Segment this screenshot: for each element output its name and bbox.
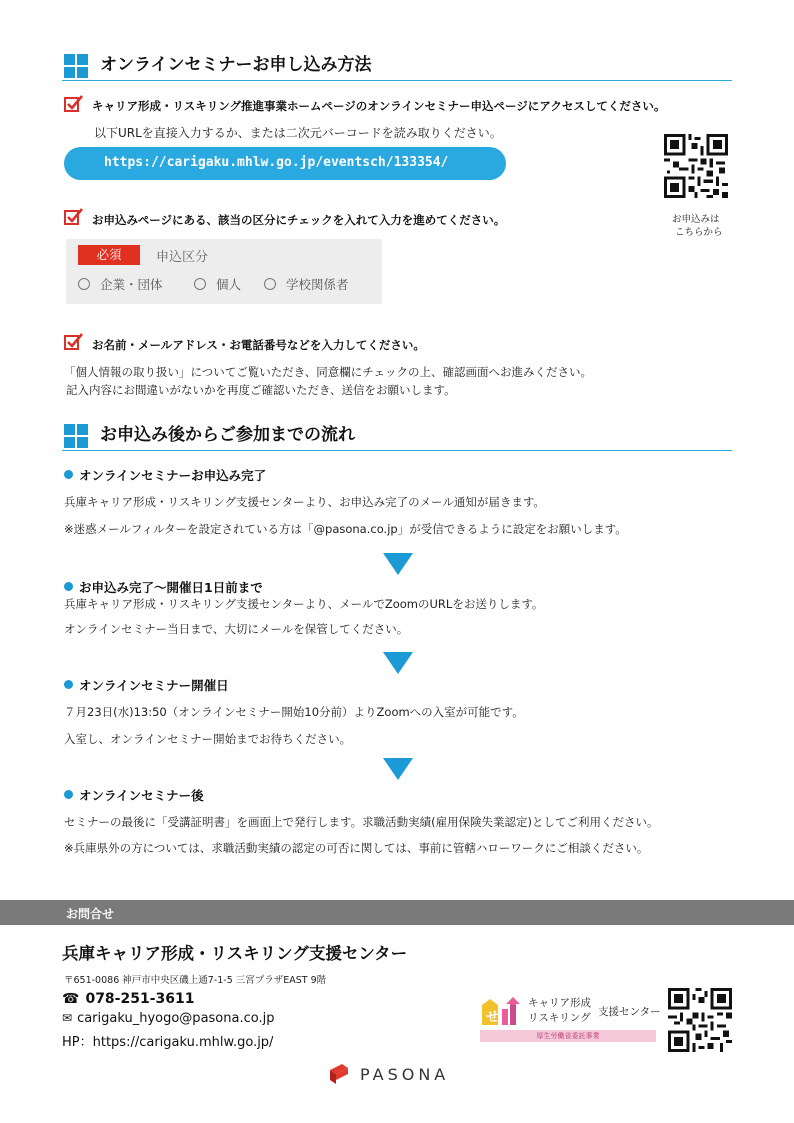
- section-header-flow: [62, 422, 732, 451]
- flow-step-line: オンラインセミナー当日まで、大切にメールを保管してください。: [64, 622, 409, 636]
- radio-label: 学校関係者: [286, 277, 349, 292]
- step3-line1: 「個人情報の取り扱い」についてご覧いただき、同意欄にチェックの上、確認画面へお進みください。: [64, 365, 592, 379]
- section-title: オンラインセミナーお申し込み方法: [100, 55, 372, 75]
- radio-label: 企業・団体: [100, 277, 163, 292]
- qr-caption-2: こちらから: [675, 227, 723, 238]
- down-arrow: [383, 652, 413, 674]
- pasona-wordmark: PASONA: [360, 1065, 450, 1084]
- email-line[interactable]: [62, 1011, 274, 1026]
- radio-option[interactable]: [264, 275, 349, 293]
- step2-instruction: お申込みページにある、該当の区分にチェックを入れて入力を進めてください。: [92, 213, 506, 227]
- radio-option[interactable]: [78, 275, 163, 293]
- phone-icon: ☎: [62, 991, 80, 1007]
- section-header-apply: [62, 52, 732, 81]
- flow-step-line: ７月23日(水)13:50（オンラインセミナー開始10分前）よりZoomへの入室が可能です。: [64, 705, 524, 719]
- flow-step-line: 兵庫キャリア形成・リスキリング支援センターより、メールでZoomのURLをお送りします。: [64, 597, 544, 611]
- step3-line2: 記入内容にお間違いがないかを再度ご確認いただき、送信をお願いします。: [66, 383, 456, 397]
- step1-instruction: キャリア形成・リスキリング推進事業ホームページのオンラインセミナー申込ページにアクセスしてください。: [92, 99, 666, 113]
- radio-option[interactable]: [194, 275, 241, 293]
- qr-code-apply[interactable]: [664, 134, 728, 198]
- radio-icon: [78, 278, 90, 290]
- flow-step-title: オンラインセミナー後: [64, 786, 204, 804]
- pasona-logo: [328, 1062, 478, 1088]
- center-logo-mark: [480, 995, 526, 1029]
- flow-step-line: セミナーの最後に「受講証明書」を画面上で発行します。求職活動実績(雇用保険失業認定)としてご利用ください。: [64, 815, 659, 829]
- flow-step-title: オンラインセミナーお申込み完了: [64, 466, 266, 484]
- flow-step-line: ※兵庫県外の方については、求職活動実績の認定の可否に関しては、事前に管轄ハローワークにご相談ください。: [64, 841, 649, 855]
- flow-step-title: お申込み完了～開催日1日前まで: [64, 578, 263, 596]
- step1-subtext: 以下URLを直接入力するか、または二次元バーコードを読み取りください。: [94, 126, 502, 140]
- down-arrow: [383, 758, 413, 780]
- pasona-mark: [328, 1062, 350, 1086]
- contact-bar: [0, 900, 794, 925]
- hp-link[interactable]: HP：https://carigaku.mhlw.go.jp/: [62, 1035, 274, 1050]
- red-checkbox-icon: [64, 95, 84, 113]
- mail-icon: ✉: [62, 1011, 73, 1025]
- center-logo: [480, 995, 661, 1043]
- radio-label: 個人: [216, 277, 242, 292]
- phone-number: 078-251-3611: [85, 991, 195, 1007]
- flow-step-title: オンラインセミナー開催日: [64, 676, 229, 694]
- red-checkbox-icon: [64, 333, 84, 351]
- down-arrow: [383, 553, 413, 575]
- required-badge: 必須: [78, 245, 140, 265]
- email-address: carigaku_hyogo@pasona.co.jp: [77, 1011, 275, 1026]
- radio-icon: [194, 278, 206, 290]
- grid-icon: [64, 54, 88, 78]
- logo-line3: 支援センター: [598, 1006, 661, 1018]
- svg-text:せ: せ: [486, 1010, 500, 1025]
- logo-line2: リスキリング: [528, 1012, 591, 1024]
- red-checkbox-icon: [64, 208, 84, 226]
- url-link[interactable]: [64, 147, 506, 180]
- url-text: https://carigaku.mhlw.go.jp/eventsch/133354/: [104, 155, 449, 170]
- contact-bar-label: お問合せ: [66, 907, 115, 921]
- qr-code-contact[interactable]: [668, 988, 732, 1052]
- flow-step-line: 兵庫キャリア形成・リスキリング支援センターより、お申込み完了のメール通知が届きます。: [64, 495, 545, 509]
- form-label: 申込区分: [156, 250, 209, 265]
- section-title: お申込み後からご参加までの流れ: [100, 425, 355, 445]
- logo-sub: 厚生労働省委託事業: [480, 1030, 656, 1042]
- form-sample: [66, 239, 382, 304]
- radio-icon: [264, 278, 276, 290]
- bullet-dot-icon: [64, 680, 73, 689]
- flow-step-line: 入室し、オンラインセミナー開始までお待ちください。: [64, 732, 352, 746]
- qr-caption-1: お申込みは: [672, 214, 720, 225]
- bullet-dot-icon: [64, 790, 73, 799]
- bullet-dot-icon: [64, 470, 73, 479]
- grid-icon: [64, 424, 88, 448]
- bullet-dot-icon: [64, 582, 73, 591]
- phone-line[interactable]: [62, 991, 195, 1007]
- step3-instruction: お名前・メールアドレス・お電話番号などを入力してください。: [92, 338, 425, 352]
- flow-step-line: ※迷惑メールフィルターを設定されている方は「@pasona.co.jp」が受信できるように設定をお願いします。: [64, 522, 627, 536]
- org-name: 兵庫キャリア形成・リスキリング支援センター: [62, 944, 408, 963]
- address: 〒651-0086 神戸市中央区磯上通7-1-5 三宮プラザEAST 9階: [64, 975, 327, 986]
- logo-line1: キャリア形成: [528, 997, 591, 1009]
